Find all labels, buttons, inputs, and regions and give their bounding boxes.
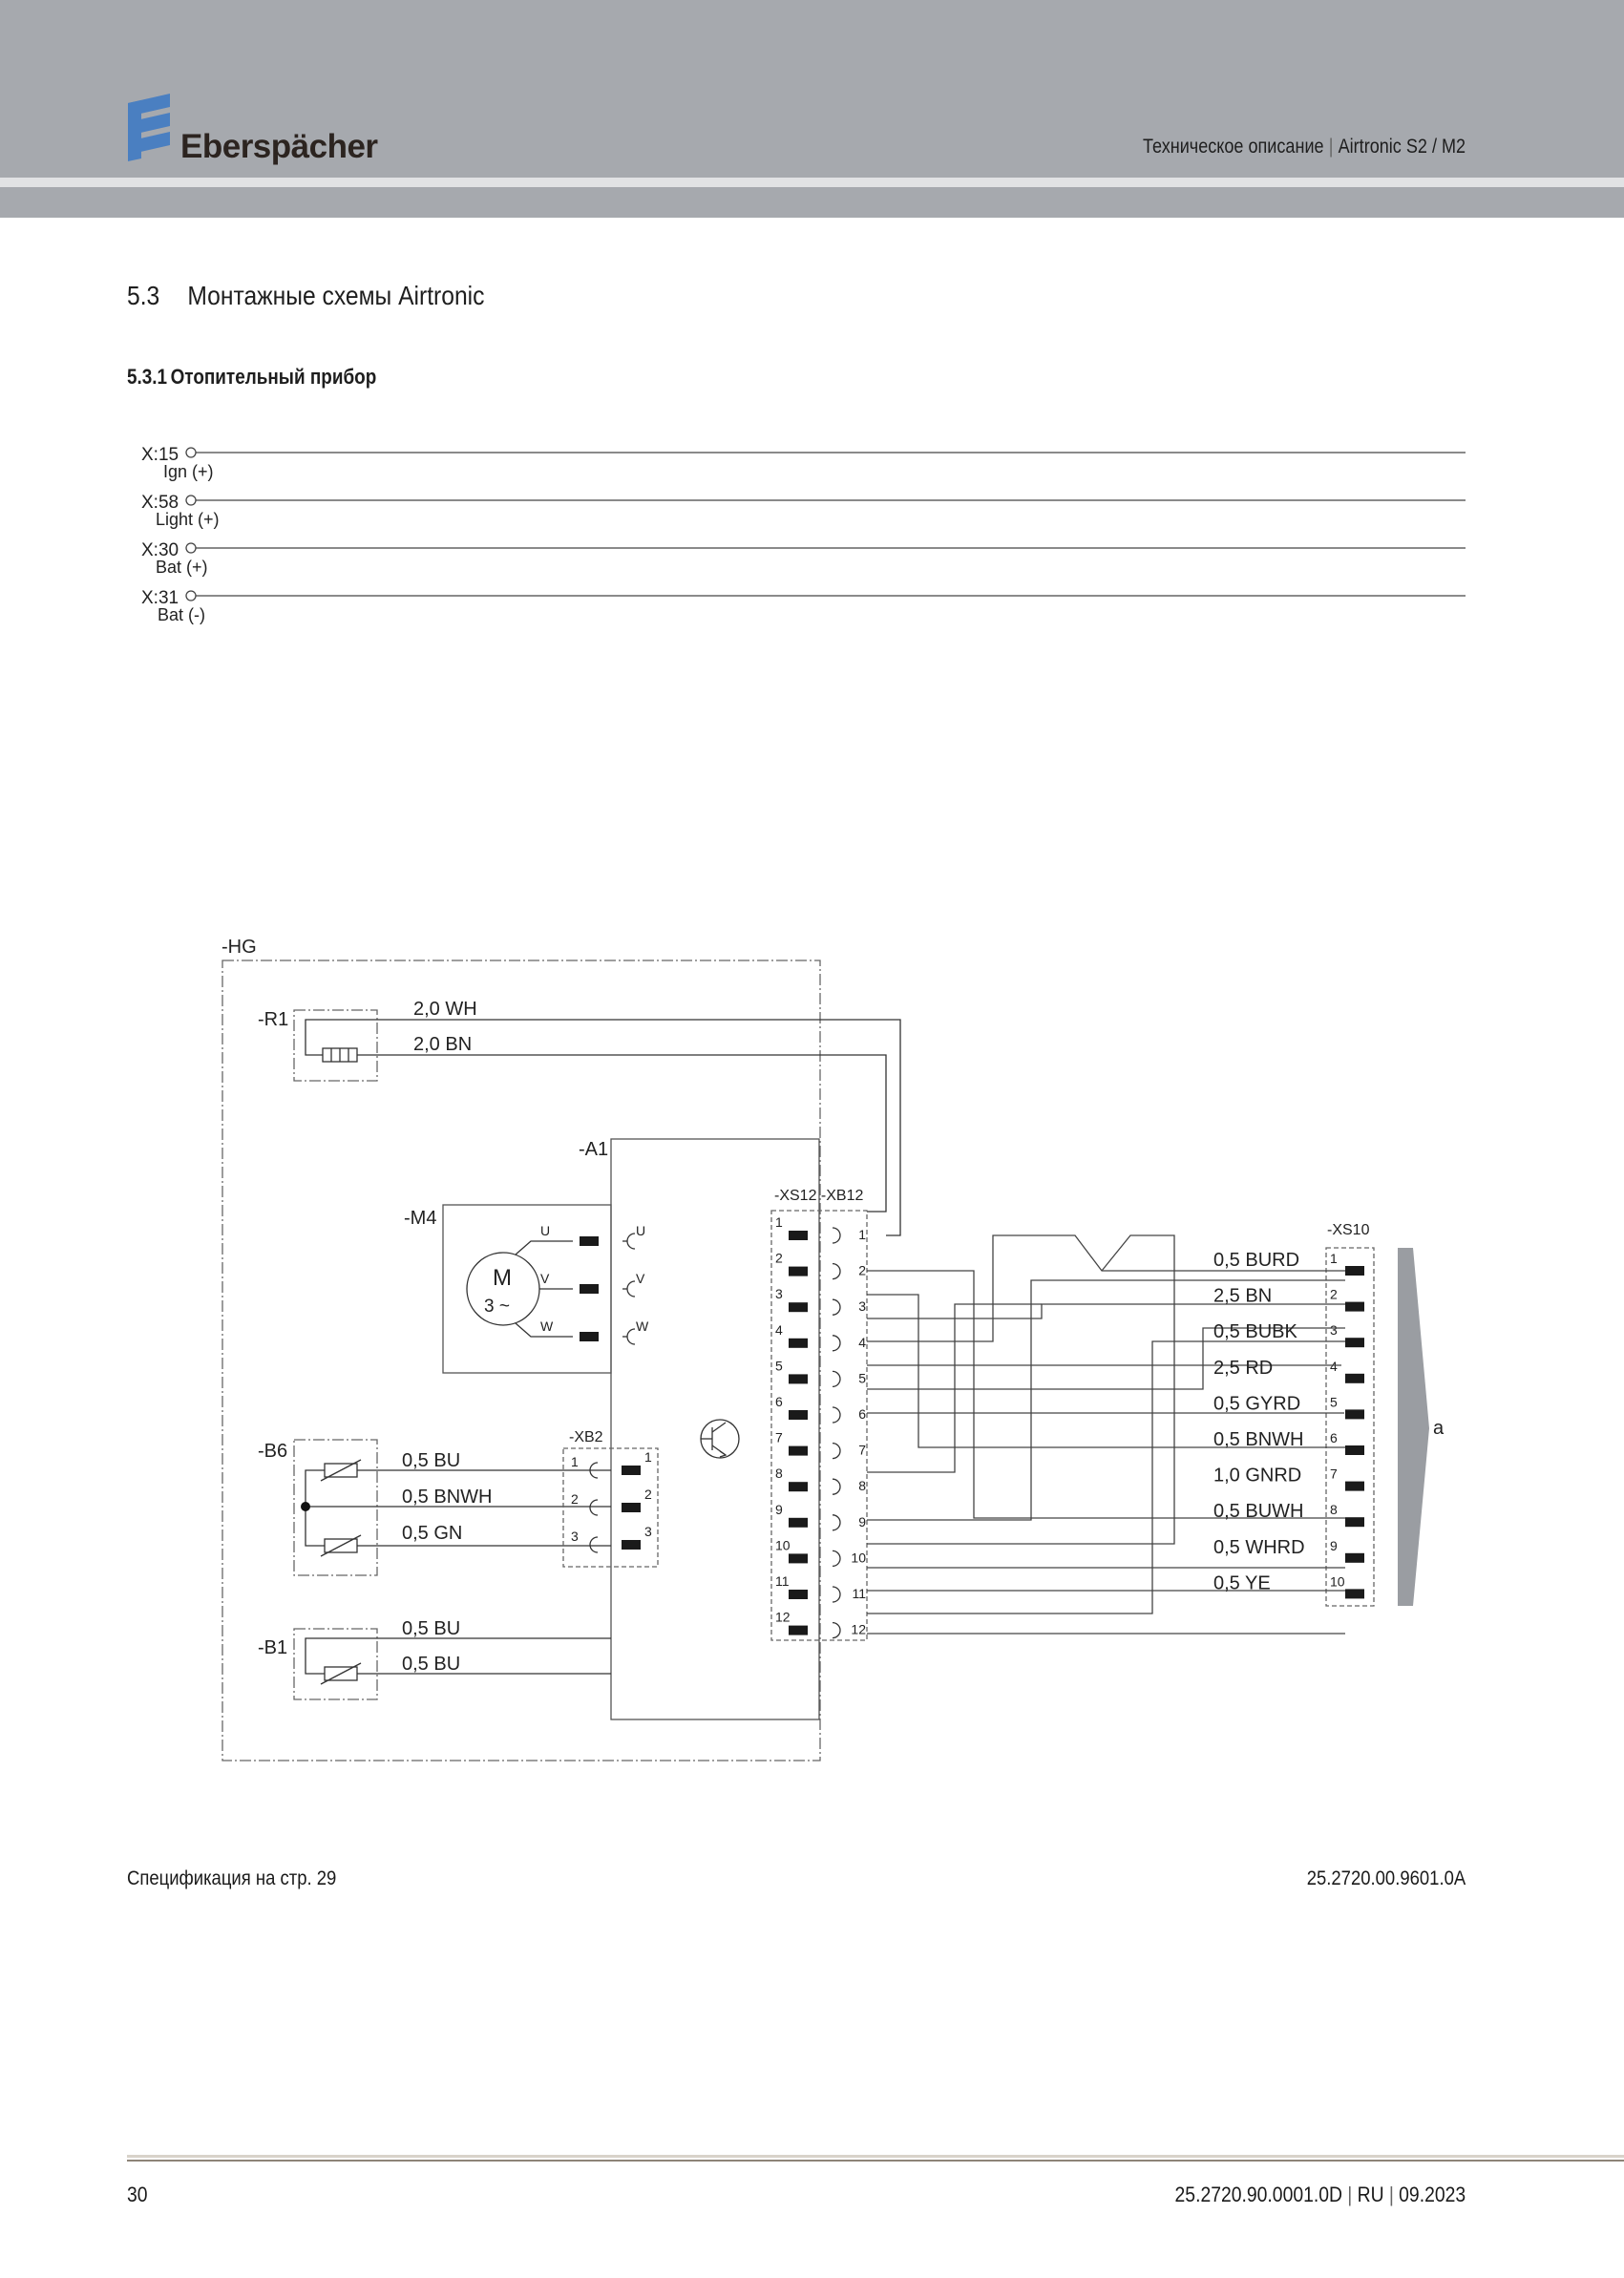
xb12-socket (833, 1479, 840, 1494)
footer-separator-1: | (1347, 2183, 1353, 2206)
xb12-socket (833, 1444, 840, 1459)
xb12-pin-number: 11 (852, 1586, 866, 1601)
xs12-pin-number: 3 (775, 1286, 783, 1302)
motor-icon (467, 1241, 573, 1337)
document-language: RU (1357, 2183, 1384, 2206)
xs12-pin-number: 5 (775, 1358, 783, 1374)
xb2-pin-2-left: 2 (571, 1491, 579, 1507)
xs12-pin-block (789, 1446, 808, 1456)
xs10-wire-label: 0,5 BURD (1213, 1250, 1300, 1271)
b6-wire-gn: 0,5 GN (402, 1523, 463, 1544)
xs10-pin-block (1345, 1482, 1364, 1491)
motor-pin-w: W (540, 1318, 554, 1334)
xb12-socket (833, 1264, 840, 1279)
r1-label: -R1 (258, 1009, 289, 1030)
terminal-x31: X:31 (141, 588, 179, 608)
xs12-pin-block (789, 1267, 808, 1276)
doc-type: Техническое описание (1142, 136, 1324, 158)
a1-pin-u: U (636, 1223, 646, 1238)
xb12-pin-number: 7 (858, 1442, 866, 1458)
xs10-pin-number: 8 (1330, 1502, 1338, 1518)
xs12-pin-block (789, 1518, 808, 1528)
xs10-pin-number: 3 (1330, 1322, 1338, 1339)
a1-label: -A1 (579, 1139, 609, 1160)
xs10-pin-number: 9 (1330, 1537, 1338, 1553)
xs12-pin-block (789, 1410, 808, 1420)
xs12-pin-number: 2 (775, 1250, 783, 1266)
harness-arrow-label: a (1433, 1418, 1445, 1439)
m4-label: -M4 (404, 1208, 437, 1229)
xb12-pin-number: 5 (858, 1370, 866, 1386)
xs10-pin-block (1345, 1589, 1364, 1598)
r1-wire-wh: 2,0 WH (413, 999, 477, 1020)
subsection-text: Отопительный прибор (170, 365, 377, 389)
xb2-pin-3-right: 3 (644, 1524, 652, 1539)
xs10-pin-block (1345, 1374, 1364, 1383)
xs12-pin-number: 10 (775, 1537, 791, 1553)
harness-arrow-icon (1398, 1248, 1429, 1606)
header-separator: | (1328, 136, 1334, 158)
brand-name: Eberspächer (180, 128, 378, 165)
xs12-pin-block (789, 1553, 808, 1563)
terminal-x58: X:58 (141, 493, 179, 513)
xb2-pin-1-left: 1 (571, 1454, 579, 1469)
xs12-pin-block (789, 1374, 808, 1383)
xs10-wire-label: 1,0 GNRD (1213, 1465, 1302, 1487)
xs12-pin-block (789, 1302, 808, 1312)
xb12-pin-number: 2 (858, 1262, 866, 1278)
b6-wire-bnwh: 0,5 BNWH (402, 1487, 493, 1508)
motor-connector (580, 1234, 635, 1344)
b1-label: -B1 (258, 1637, 288, 1658)
xs10-label: -XS10 (1327, 1222, 1370, 1238)
xb12-socket (833, 1336, 840, 1351)
section-number: 5.3 (127, 281, 160, 310)
document-number: 25.2720.90.0001.0D (1174, 2183, 1342, 2206)
motor-phases: 3 ~ (484, 1297, 510, 1317)
motor-pin-v: V (540, 1271, 550, 1286)
xs10-pin-block (1345, 1338, 1364, 1347)
xs12-pin-block (789, 1590, 808, 1599)
xs10-wire-label: 0,5 WHRD (1213, 1536, 1305, 1558)
b6-junction-dot (301, 1502, 310, 1511)
xb12-socket (833, 1515, 840, 1530)
xs10-wire-label: 0,5 BNWH (1213, 1429, 1304, 1450)
b6-label: -B6 (258, 1441, 288, 1462)
xs10-pin-block (1345, 1302, 1364, 1312)
b1-wire-bu-2: 0,5 BU (402, 1654, 461, 1675)
xb2-label: -XB2 (569, 1429, 603, 1445)
xs10-pin-number: 5 (1330, 1394, 1338, 1410)
xb12-socket (833, 1407, 840, 1423)
terminal-x15: X:15 (141, 445, 179, 465)
b6-wire-bu: 0,5 BU (402, 1450, 461, 1471)
xs12-pin-number: 8 (775, 1466, 783, 1482)
xs10-pin-number: 4 (1330, 1358, 1338, 1374)
footer-rule-dark (127, 2160, 1624, 2162)
xs10-pin-block (1345, 1266, 1364, 1276)
transistor-icon (701, 1420, 739, 1458)
xs12-pin-number: 6 (775, 1394, 783, 1409)
xb2-pins (590, 1463, 641, 1552)
terminal-x31-label: Bat (-) (158, 605, 206, 624)
xs10-pin-number: 1 (1330, 1251, 1338, 1266)
xs12-pin-block (789, 1339, 808, 1348)
xs10-wire-label: 0,5 YE (1213, 1572, 1271, 1594)
motor-letter: M (493, 1265, 512, 1291)
subsection-number: 5.3.1 (127, 365, 168, 389)
product-name: Airtronic S2 / M2 (1338, 136, 1466, 158)
terminal-x58-label: Light (+) (156, 510, 220, 529)
r1-box (294, 1010, 377, 1081)
xs10-wire-label: 0,5 BUWH (1213, 1501, 1304, 1523)
b1-wire-bu-1: 0,5 BU (402, 1618, 461, 1639)
xs12-pin-number: 11 (775, 1573, 790, 1589)
document-date: 09.2023 (1399, 2183, 1466, 2206)
xb12-pin-number: 10 (851, 1550, 866, 1566)
xs10-wire-labels (1213, 1250, 1305, 1593)
xs10-pin-block (1345, 1553, 1364, 1563)
hg-label: -HG (221, 937, 257, 958)
xb12-pin-number: 8 (858, 1478, 866, 1494)
specification-note: Спецификация на стр. 29 (127, 1867, 337, 1889)
xb12-pin-number: 1 (858, 1227, 866, 1242)
xb12-pin-number: 9 (858, 1513, 866, 1529)
xs10-wire-label: 2,5 RD (1213, 1357, 1274, 1379)
terminal-x15-label: Ign (+) (163, 462, 214, 481)
xb12-socket (833, 1299, 840, 1315)
xb12-socket (833, 1371, 840, 1386)
drawing-number: 25.2720.00.9601.0A (1306, 1867, 1466, 1889)
xb2-pin-2-right: 2 (644, 1487, 652, 1502)
xs10-pin-number: 6 (1330, 1430, 1338, 1445)
xb12-pin-number: 3 (858, 1298, 866, 1315)
xb12-socket (833, 1228, 840, 1243)
terminal-x30-label: Bat (+) (156, 558, 208, 577)
xs10-wire-label: 0,5 BUBK (1213, 1321, 1297, 1343)
xb12-pin-number: 12 (851, 1621, 866, 1637)
xs10-pin-number: 10 (1330, 1573, 1345, 1590)
xs10-pin-block (1345, 1445, 1364, 1455)
xs12-pin-number: 4 (775, 1321, 783, 1338)
xs10-pin-block (1345, 1517, 1364, 1527)
xb12-socket (833, 1550, 840, 1566)
xs10-pin-block (1345, 1409, 1364, 1419)
xb12-pin-number: 4 (858, 1334, 866, 1350)
xs12-pin-block (789, 1626, 808, 1635)
footer-rule-light (127, 2155, 1624, 2158)
supply-terminals (186, 448, 1466, 601)
xs10-wire-label: 2,5 BN (1213, 1285, 1273, 1307)
xs10-pin-number: 7 (1330, 1466, 1338, 1482)
footer-separator-2: | (1388, 2183, 1394, 2206)
xs12-pin-number: 7 (775, 1429, 783, 1445)
motor-pin-u: U (540, 1223, 551, 1238)
xs10-pins (1330, 1251, 1364, 1598)
page-number: 30 (127, 2183, 148, 2206)
xb12-socket (833, 1623, 840, 1638)
xs12-xb12-label: -XS12 -XB12 (774, 1188, 864, 1204)
document-reference (1174, 2183, 1466, 2207)
a1-pin-v: V (636, 1271, 645, 1286)
xs12-pin-number: 9 (775, 1501, 783, 1517)
terminal-x30: X:30 (141, 540, 179, 560)
xb2-pin-3-left: 3 (571, 1529, 579, 1544)
xs12-pin-block (789, 1482, 808, 1491)
xs12-pin-block (789, 1231, 808, 1240)
xs12-pin-number: 12 (775, 1609, 791, 1625)
xs10-wire-label: 0,5 GYRD (1213, 1393, 1301, 1415)
xb12-pin-number: 6 (858, 1406, 866, 1422)
section-text: Монтажные схемы Airtronic (187, 281, 485, 310)
b1-sensor-box (294, 1629, 377, 1699)
a1-pin-w: W (636, 1318, 649, 1334)
xs12-pin-number: 1 (775, 1214, 783, 1230)
r1-wire-bn: 2,0 BN (413, 1034, 473, 1055)
xb12-socket (833, 1587, 840, 1602)
xs10-pin-number: 2 (1330, 1286, 1338, 1302)
xb2-pin-1-right: 1 (644, 1449, 652, 1465)
